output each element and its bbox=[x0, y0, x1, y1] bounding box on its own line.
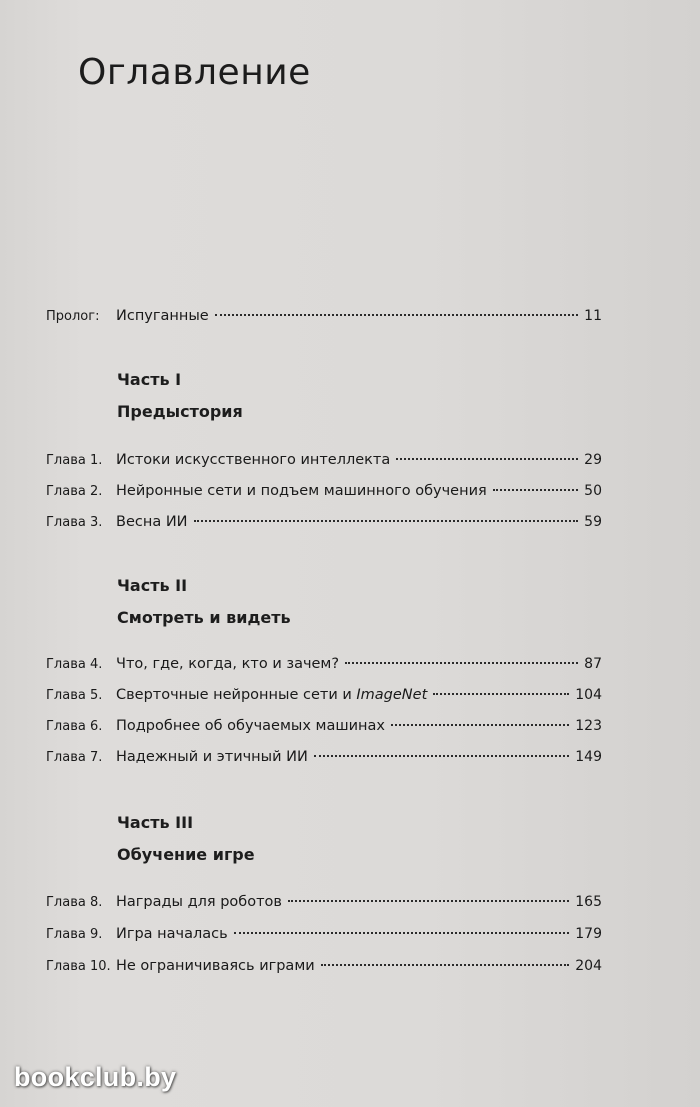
dot-leader bbox=[288, 900, 569, 902]
entry-label: Глава 7. bbox=[46, 750, 103, 765]
part-number: Часть I bbox=[117, 370, 182, 389]
entry-title bbox=[116, 687, 427, 703]
entry-label: Глава 3. bbox=[46, 515, 103, 530]
entry-page: 50 bbox=[584, 483, 602, 499]
entry-label: Глава 2. bbox=[46, 484, 103, 499]
entry-title: Нейронные сети и подъем машинного обучения bbox=[116, 483, 487, 499]
watermark: bookclub.by bbox=[14, 1062, 177, 1092]
toc-entry-chapter bbox=[46, 656, 602, 678]
dot-leader bbox=[345, 662, 578, 664]
dot-leader bbox=[234, 932, 570, 934]
entry-title: Подробнее об обучаемых машинах bbox=[116, 718, 385, 734]
dot-leader bbox=[391, 724, 569, 726]
part-number: Часть II bbox=[117, 576, 188, 595]
entry-page: 29 bbox=[584, 452, 602, 468]
dot-leader bbox=[493, 489, 578, 491]
dot-leader bbox=[314, 755, 569, 757]
entry-title: Что, где, когда, кто и зачем? bbox=[116, 656, 340, 672]
toc-entry-chapter bbox=[46, 483, 602, 505]
entry-page: 104 bbox=[575, 687, 602, 703]
toc-entry-chapter bbox=[46, 452, 602, 474]
toc-entry-chapter bbox=[46, 749, 602, 771]
entry-label: Глава 1. bbox=[46, 453, 103, 468]
toc-entry-prologue bbox=[46, 308, 602, 330]
dot-leader bbox=[433, 693, 569, 695]
entry-page: 123 bbox=[575, 718, 602, 734]
page-title: Оглавление bbox=[78, 52, 311, 93]
toc-entry-chapter bbox=[46, 718, 602, 740]
entry-label: Глава 6. bbox=[46, 719, 103, 734]
toc-entry-chapter bbox=[46, 687, 602, 709]
entry-page: 87 bbox=[584, 656, 602, 672]
toc-entry-chapter bbox=[46, 894, 602, 916]
entry-title: Испуганные bbox=[116, 308, 209, 324]
entry-title: Игра началась bbox=[116, 926, 228, 942]
entry-title-italic: ImageNet bbox=[356, 687, 428, 703]
entry-page: 204 bbox=[575, 958, 602, 974]
entry-label: Глава 5. bbox=[46, 688, 103, 703]
toc-entry-chapter bbox=[46, 958, 602, 980]
part-number: Часть III bbox=[117, 813, 194, 832]
toc-entry-chapter bbox=[46, 514, 602, 536]
toc-entry-chapter bbox=[46, 926, 602, 948]
dot-leader bbox=[396, 458, 578, 460]
entry-title: Надежный и этичный ИИ bbox=[116, 749, 308, 765]
entry-label: Глава 10. bbox=[46, 959, 111, 974]
entry-title: Весна ИИ bbox=[116, 514, 188, 530]
entry-label: Глава 9. bbox=[46, 927, 103, 942]
entry-page: 11 bbox=[584, 308, 602, 324]
part-name: Предыстория bbox=[117, 402, 243, 421]
entry-page: 59 bbox=[584, 514, 602, 530]
entry-page: 149 bbox=[575, 749, 602, 765]
dot-leader bbox=[321, 964, 570, 966]
entry-title-text: Сверточные нейронные сети и bbox=[116, 687, 357, 703]
entry-label: Пролог: bbox=[46, 309, 100, 324]
entry-title: Не ограничиваясь играми bbox=[116, 958, 315, 974]
entry-page: 165 bbox=[575, 894, 602, 910]
part-name: Смотреть и видеть bbox=[117, 608, 291, 627]
entry-label: Глава 4. bbox=[46, 657, 103, 672]
dot-leader bbox=[194, 520, 579, 522]
dot-leader bbox=[215, 314, 578, 316]
entry-title: Истоки искусственного интеллекта bbox=[116, 452, 391, 468]
part-name: Обучение игре bbox=[117, 845, 255, 864]
entry-title: Награды для роботов bbox=[116, 894, 282, 910]
entry-label: Глава 8. bbox=[46, 895, 103, 910]
entry-page: 179 bbox=[575, 926, 602, 942]
